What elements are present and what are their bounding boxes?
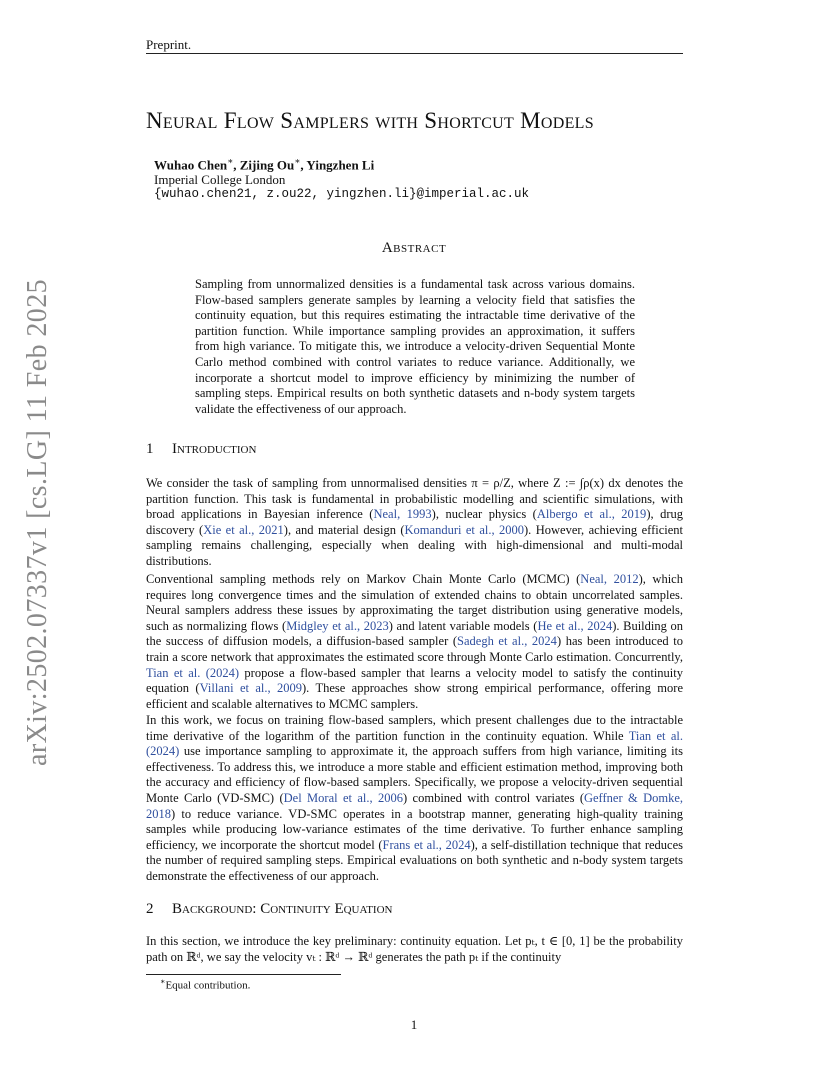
body-text: ), which requires long convergence times and the simulation of extended chains to obtain uncorrelated samples. Neural samplers address these issues by approximating the target distribution using generative models, such as normalizing flows (: [146, 572, 683, 633]
footnote-mark: ∗: [160, 977, 166, 986]
section-number: 2: [146, 901, 154, 917]
footnote-text: Equal contribution.: [165, 979, 251, 992]
citation-link[interactable]: Neal, 1993: [373, 507, 432, 522]
citation-link[interactable]: Komanduri et al., 2000: [404, 522, 525, 537]
body-text: ) combined with control variates (: [403, 790, 584, 805]
section-title: Background: Continuity Equation: [172, 901, 393, 917]
intro-paragraph-1: [146, 476, 683, 570]
header-rule: [146, 53, 683, 54]
author-name: Zijing Ou: [239, 157, 295, 173]
body-text: ) to reduce variance. VD-SMC operates in a bootstrap manner, generating high-quality training samples while producing low-variance estimates of the time derivative. To further enhance sampling efficiency, we incorporate the shortcut model (: [146, 806, 683, 852]
body-text: ), a self-distillation technique that reduces the number of required sampling steps. Empirical evaluations on both synthetic and n-body system targets demonstrate the effectiveness of our approach.: [146, 837, 683, 883]
author-list: Wuhao Chen∗, Zijing Ou∗, Yingzhen Li: [154, 156, 375, 173]
citation-link[interactable]: Xie et al., 2021: [203, 522, 284, 537]
paper-title: Neural Flow Samplers with Shortcut Models: [146, 108, 594, 133]
body-text: ). However, achieving efficient sampling remains challenging, especially when dealing with high-dimensional and multi-modal distributions.: [146, 522, 683, 568]
section-heading-background: [146, 901, 393, 918]
footnote-rule: [146, 974, 341, 975]
author-name: Wuhao Chen: [154, 157, 228, 173]
citation-link[interactable]: Albergo et al., 2019: [536, 507, 647, 522]
body-text: ). These approaches show strong empirical performance, offering more efficient and scalable alternatives to MCMC samplers.: [146, 681, 683, 711]
section-title: Introduction: [172, 441, 257, 457]
body-text: ). Building on the success of diffusion models, a diffusion-based sampler (: [146, 618, 684, 649]
citation-link[interactable]: Neal, 2012: [580, 572, 639, 586]
author-affiliation: Imperial College London: [154, 172, 286, 187]
intro-paragraph-2: [146, 572, 683, 712]
abstract-heading: Abstract: [381, 240, 447, 256]
background-paragraph-1: In this section, we introduce the key preliminary: continuity equation. Let pₜ, t ∈ [0, 1] be the probability path on ℝᵈ, we say the velocity vₜ : ℝᵈ → ℝᵈ generates the path pₜ if the continuity: [146, 934, 683, 964]
abstract-text: Sampling from unnormalized densities is a fundamental task across various domains. Flow-based samplers generate samples by learning a velocity field that satisfies the continuity equation, but this requires estimating the intractable time derivative of the partition function. While importance sampling provides an approximation, it suffers from high variance. To mitigate this, we introduce a velocity-driven Sequential Monte Carlo method combined with control variates to reduce variance. Additionally, we incorporate a shortcut model to improve efficiency by minimizing the number of sampling steps. Empirical results on both synthetic datasets and n-body system targets validate the effectiveness of our approach.: [195, 277, 635, 416]
body-text: Conventional sampling methods rely on Markov Chain Monte Carlo (MCMC) (: [146, 572, 581, 586]
equal-contribution-mark: ∗: [294, 156, 301, 166]
citation-link[interactable]: He et al., 2024: [537, 618, 613, 633]
citation-link[interactable]: Villani et al., 2009: [199, 681, 302, 696]
arxiv-side-stamp: arXiv:2502.07337v1 [cs.LG] 11 Feb 2025: [22, 279, 53, 767]
body-text: ), nuclear physics (: [431, 507, 537, 522]
citation-link[interactable]: Tian et al. (2024): [146, 728, 683, 759]
citation-link[interactable]: Tian et al. (2024): [146, 665, 240, 680]
citation-link[interactable]: Del Moral et al., 2006: [283, 790, 404, 805]
citation-link[interactable]: Sadegh et al., 2024: [457, 634, 557, 649]
section-number: 1: [146, 441, 154, 457]
citation-link[interactable]: Frans et al., 2024: [382, 837, 471, 852]
body-text: ), drug discovery (: [146, 507, 683, 537]
author-emails: {wuhao.chen21, z.ou22, yingzhen.li}@imperial.ac.uk: [154, 187, 530, 201]
body-text: ) and latent variable models (: [388, 618, 538, 633]
body-text: propose a flow-based sampler that learns a velocity model to satisfy the continuity equation (: [146, 665, 683, 696]
body-text: use importance sampling to approximate it, the approach suffers from high variance, limiting its effectiveness. To address this, we introduce a more stable and efficient estimation method, improving both the accuracy and efficiency of flow-based samplers. Specifically, we propose a velocity-driven sequential Monte Carlo (VD-SMC) (: [146, 744, 683, 805]
equal-contribution-mark: ∗: [227, 156, 234, 166]
body-text: We consider the task of sampling from unnormalised densities π = ρ/Z, where Z := ∫ρ(x) dx denotes the partition function. This task is fundamental in probabilistic modelling and scientific simulations, with broad applications in Bayesian inference (: [146, 476, 683, 522]
running-header: Preprint.: [146, 37, 192, 52]
author-name: Yingzhen Li: [306, 157, 375, 173]
footnote: [160, 977, 250, 992]
body-text: ) has been introduced to train a score network that approximates the estimated score through Monte Carlo estimation. Concurrently,: [146, 634, 683, 664]
body-text: ), and material design (: [283, 522, 405, 537]
section-heading-introduction: [146, 441, 256, 458]
page-number: 1: [410, 1017, 418, 1032]
body-text: In this work, we focus on training flow-based samplers, which present challenges due to the intractable time derivative of the logarithm of the partition function in the continuity equation. While: [146, 713, 683, 743]
intro-paragraph-3: [146, 713, 683, 885]
citation-link[interactable]: Geffner & Domke, 2018: [146, 790, 684, 821]
citation-link[interactable]: Midgley et al., 2023: [286, 618, 389, 633]
